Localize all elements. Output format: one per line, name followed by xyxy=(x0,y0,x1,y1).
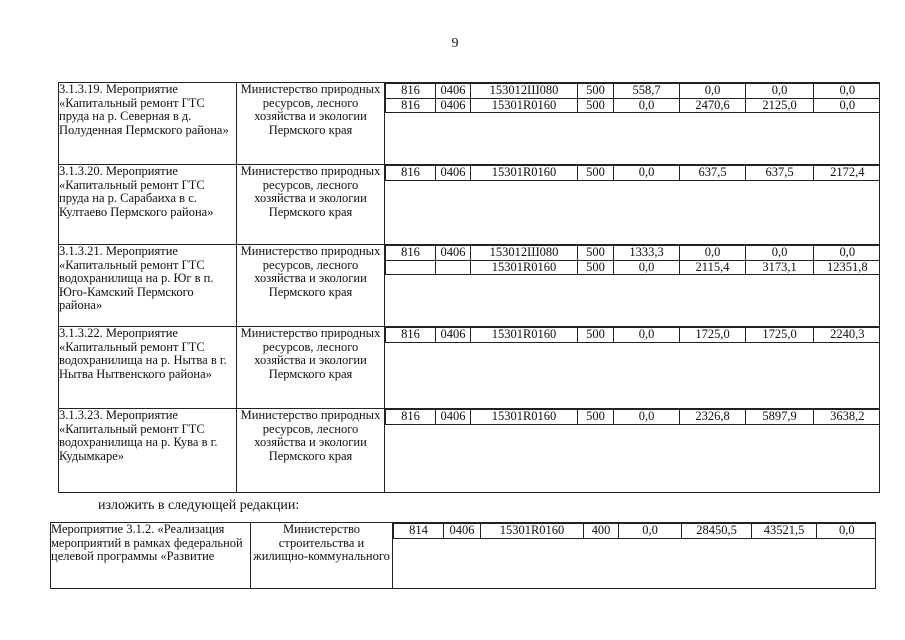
amount-year-2: 0,0 xyxy=(680,84,746,99)
amount-year-4: 3638,2 xyxy=(814,410,880,425)
table-row xyxy=(59,83,880,165)
amount-year-3: 0,0 xyxy=(746,84,814,99)
target-article-code: 15301R0160 xyxy=(471,166,578,181)
amount-year-2: 637,5 xyxy=(680,166,746,181)
grbs-code: 816 xyxy=(386,166,436,181)
amount-year-1: 0,0 xyxy=(614,260,680,275)
amount-year-4: 0,0 xyxy=(814,98,880,113)
budget-line xyxy=(386,84,880,99)
target-article-code: 15301R0160 xyxy=(471,328,578,343)
amount-year-4: 0,0 xyxy=(814,246,880,261)
amount-year-3: 43521,5 xyxy=(752,524,817,539)
amount-year-4: 0,0 xyxy=(817,524,876,539)
amount-year-1: 0,0 xyxy=(614,98,680,113)
expense-type-code: 500 xyxy=(578,328,614,343)
replacement-table xyxy=(50,522,876,589)
budget-line xyxy=(386,410,880,425)
grbs-code: 816 xyxy=(386,328,436,343)
section-code: 0406 xyxy=(436,246,471,261)
instruction-text: изложить в следующей редакции: xyxy=(98,498,300,513)
amount-year-4: 2240,3 xyxy=(814,328,880,343)
amount-year-2: 0,0 xyxy=(680,246,746,261)
budget-line xyxy=(386,246,880,261)
table-row xyxy=(59,409,880,493)
expense-type-code: 500 xyxy=(578,410,614,425)
page-number: 9 xyxy=(451,36,459,51)
responsible-organization: Министерство природных ресурсов, лесного хозяйства и экологии Пермского края xyxy=(237,83,385,165)
budget-lines xyxy=(385,409,880,425)
amount-year-1: 0,0 xyxy=(614,410,680,425)
table-row xyxy=(59,327,880,409)
section-code: 0406 xyxy=(436,328,471,343)
amount-year-2: 2470,6 xyxy=(680,98,746,113)
expense-type-code: 500 xyxy=(578,98,614,113)
budget-line xyxy=(386,166,880,181)
target-article-code: 15301R0160 xyxy=(471,98,578,113)
responsible-organization: Министерство природных ресурсов, лесного хозяйства и экологии Пермского края xyxy=(237,409,385,493)
budget-lines xyxy=(385,83,880,113)
expense-type-code: 500 xyxy=(578,246,614,261)
responsible-organization: Министерство природных ресурсов, лесного хозяйства и экологии Пермского края xyxy=(237,245,385,327)
measure-description: 3.1.3.20. Мероприятие «Капитальный ремонт ГТС пруда на р. Сарабаиха в с. Култаево Пермского района» xyxy=(59,165,237,245)
amount-year-3: 5897,9 xyxy=(746,410,814,425)
responsible-organization: Министерство природных ресурсов, лесного хозяйства и экологии Пермского края xyxy=(237,327,385,409)
budget-lines xyxy=(385,165,880,181)
amount-year-1: 0,0 xyxy=(614,328,680,343)
budget-line xyxy=(394,524,876,539)
amount-year-3: 0,0 xyxy=(746,246,814,261)
budget-line xyxy=(386,260,880,275)
expense-type-code: 500 xyxy=(578,260,614,275)
section-code: 0406 xyxy=(436,84,471,99)
target-article-code: 15301R0160 xyxy=(471,260,578,275)
amount-year-2: 2115,4 xyxy=(680,260,746,275)
amount-year-2: 28450,5 xyxy=(682,524,752,539)
measure-description: 3.1.3.23. Мероприятие «Капитальный ремонт ГТС водохранилища на р. Кува в г. Кудымкаре» xyxy=(59,409,237,493)
grbs-code: 816 xyxy=(386,246,436,261)
section-code: 0406 xyxy=(436,98,471,113)
target-article-code: 153012Ш080 xyxy=(471,84,578,99)
measure-description: 3.1.3.19. Мероприятие «Капитальный ремонт ГТС пруда на р. Северная в д. Полуденная Пермского района» xyxy=(59,83,237,165)
target-article-code: 15301R0160 xyxy=(481,524,584,539)
budget-line xyxy=(386,98,880,113)
amount-year-1: 558,7 xyxy=(614,84,680,99)
measure-description: Мероприятие 3.1.2. «Реализация мероприятий в рамках федеральной целевой программы «Развитие xyxy=(51,523,251,589)
amount-year-4: 12351,8 xyxy=(814,260,880,275)
measures-table xyxy=(58,82,880,493)
grbs-code: 816 xyxy=(386,98,436,113)
amount-year-1: 0,0 xyxy=(614,166,680,181)
budget-lines xyxy=(385,245,880,275)
amount-year-3: 1725,0 xyxy=(746,328,814,343)
amount-year-1: 0,0 xyxy=(619,524,682,539)
amount-year-2: 1725,0 xyxy=(680,328,746,343)
amount-year-2: 2326,8 xyxy=(680,410,746,425)
amount-year-3: 2125,0 xyxy=(746,98,814,113)
grbs-code: 816 xyxy=(386,410,436,425)
measure-description: 3.1.3.21. Мероприятие «Капитальный ремонт ГТС водохранилища на р. Юг в п. Юго-Камский Пермского района» xyxy=(59,245,237,327)
amount-year-4: 0,0 xyxy=(814,84,880,99)
budget-lines xyxy=(393,523,876,539)
section-code: 0406 xyxy=(436,166,471,181)
measure-description: 3.1.3.22. Мероприятие «Капитальный ремонт ГТС водохранилища на р. Нытва в г. Нытва Нытвенского района» xyxy=(59,327,237,409)
expense-type-code: 500 xyxy=(578,166,614,181)
grbs-code: 816 xyxy=(386,84,436,99)
expense-type-code: 500 xyxy=(578,84,614,99)
budget-lines xyxy=(385,327,880,343)
amount-year-1: 1333,3 xyxy=(614,246,680,261)
amount-year-3: 3173,1 xyxy=(746,260,814,275)
responsible-organization: Министерство строительства и жилищно-коммунального xyxy=(251,523,393,589)
section-code: 0406 xyxy=(444,524,481,539)
target-article-code: 15301R0160 xyxy=(471,410,578,425)
table-row xyxy=(59,165,880,245)
section-code xyxy=(436,260,471,275)
expense-type-code: 400 xyxy=(584,524,619,539)
section-code: 0406 xyxy=(436,410,471,425)
target-article-code: 153012Ш080 xyxy=(471,246,578,261)
amount-year-3: 637,5 xyxy=(746,166,814,181)
table-row xyxy=(51,523,876,589)
responsible-organization: Министерство природных ресурсов, лесного хозяйства и экологии Пермского края xyxy=(237,165,385,245)
budget-line xyxy=(386,328,880,343)
amount-year-4: 2172,4 xyxy=(814,166,880,181)
table-row xyxy=(59,245,880,327)
grbs-code: 814 xyxy=(394,524,444,539)
grbs-code xyxy=(386,260,436,275)
